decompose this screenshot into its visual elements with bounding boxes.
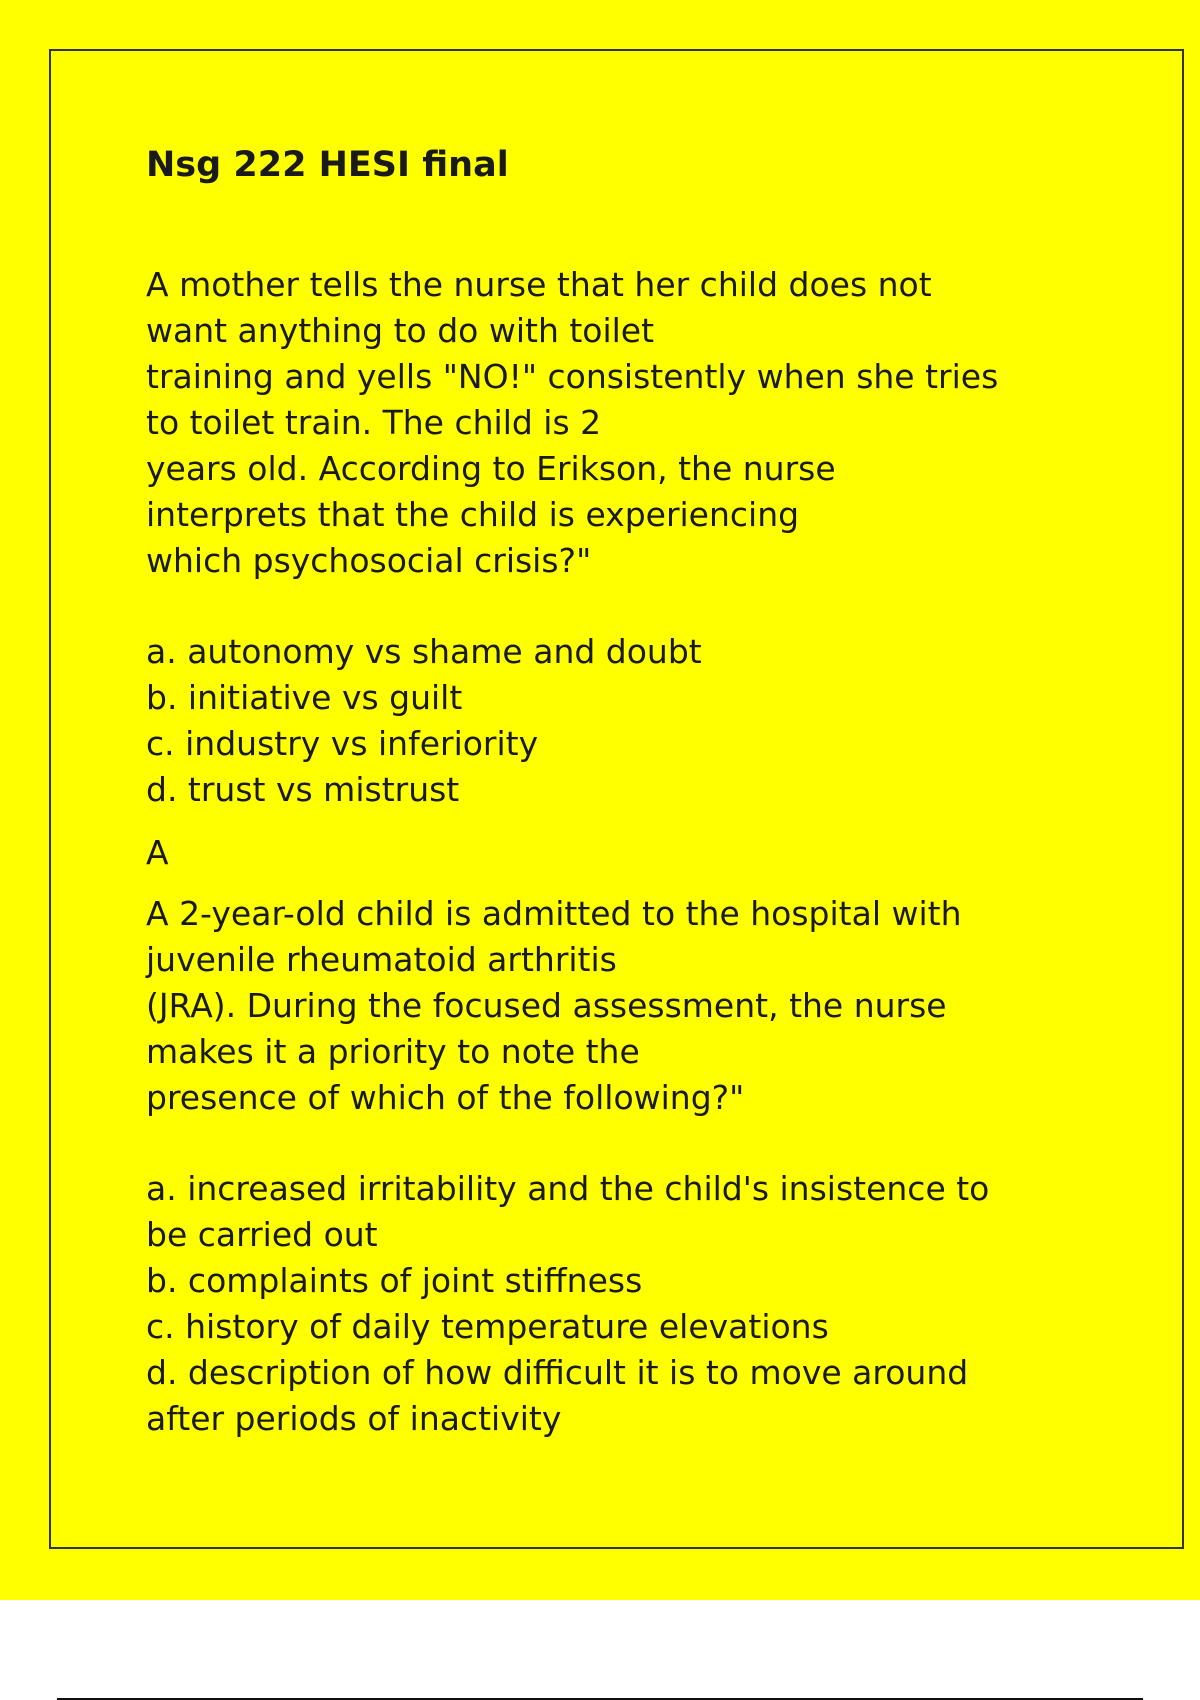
question-2 [146, 891, 1106, 1442]
stem-line: which psychosocial crisis?" [146, 541, 592, 580]
stem-line: years old. According to Erikson, the nurse [146, 449, 836, 488]
question-1-stem [146, 262, 1106, 584]
stem-line: A 2-year-old child is admitted to the hospital with [146, 894, 962, 933]
stem-line: want anything to do with toilet [146, 311, 655, 350]
stem-line: A mother tells the nurse that her child does not [146, 265, 932, 304]
option-b: b. initiative vs guilt [146, 678, 463, 717]
stem-line: interprets that the child is experiencing [146, 495, 800, 534]
question-2-stem [146, 891, 1106, 1121]
stem-line: training and yells "NO!" consistently when she tries [146, 357, 999, 396]
option-a: a. increased irritability and the child's insistence to [146, 1169, 990, 1208]
stem-line: to toilet train. The child is 2 [146, 403, 602, 442]
question-1-answer: A [146, 833, 169, 872]
option-d-continued: after periods of inactivity [146, 1399, 562, 1438]
option-a-continued: be carried out [146, 1215, 378, 1254]
question-2-options [146, 1166, 1106, 1442]
question-1-options [146, 629, 1106, 813]
stem-line: juvenile rheumatoid arthritis [146, 940, 617, 979]
document-content [146, 140, 1106, 1442]
option-d: d. trust vs mistrust [146, 770, 460, 809]
question-1 [146, 262, 1106, 876]
option-c: c. history of daily temperature elevations [146, 1307, 829, 1346]
option-c: c. industry vs inferiority [146, 724, 539, 763]
option-d: d. description of how difficult it is to move around [146, 1353, 969, 1392]
stem-line: presence of which of the following?" [146, 1078, 745, 1117]
stem-line: makes it a priority to note the [146, 1032, 640, 1071]
document-title: Nsg 222 HESI final [146, 145, 509, 185]
option-b: b. complaints of joint stiffness [146, 1261, 643, 1300]
option-a: a. autonomy vs shame and doubt [146, 632, 702, 671]
stem-line: (JRA). During the focused assessment, the nurse [146, 986, 947, 1025]
